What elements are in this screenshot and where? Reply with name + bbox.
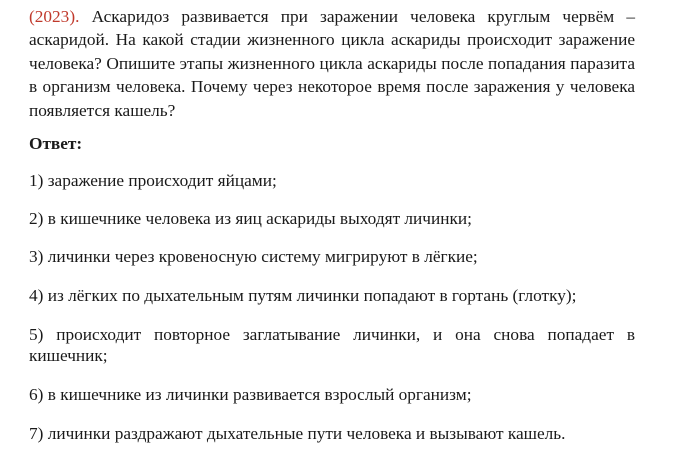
- answer-item-6: 6) в кишечнике из личинки развивается взрослый организм;: [29, 385, 472, 404]
- answer-label: Ответ:: [29, 134, 83, 153]
- answer-item-2: 2) в кишечнике человека из яиц аскариды выходят личинки;: [29, 209, 472, 228]
- answer-item-7: 7) личинки раздражают дыхательные пути человека и вызывают кашель.: [29, 424, 566, 443]
- document: [29, 0, 635, 443]
- answer-item-4: 4) из лёгких по дыхательным путям личинки попадают в гортань (глотку);: [29, 286, 577, 305]
- question-paragraph: [29, 0, 635, 122]
- answer-item-5: 5) происходит повторное заглатывание личинки, и она снова попадает в кишечник;: [29, 325, 635, 365]
- answer-item-1: 1) заражение происходит яйцами;: [29, 171, 277, 190]
- question-year: (2023).: [29, 7, 80, 26]
- answer-item-3: 3) личинки через кровеносную систему мигрируют в лёгкие;: [29, 247, 478, 266]
- question-text: Аскаридоз развивается при заражении человека круглым червём – аскаридой. На какой стадии жизненного цикла аскариды происходит заражение человека? Опишите этапы жизненного цикла аскариды после попадания паразита в организм человека. Почему через некоторое время после заражения у человека появляется кашель?: [29, 7, 635, 120]
